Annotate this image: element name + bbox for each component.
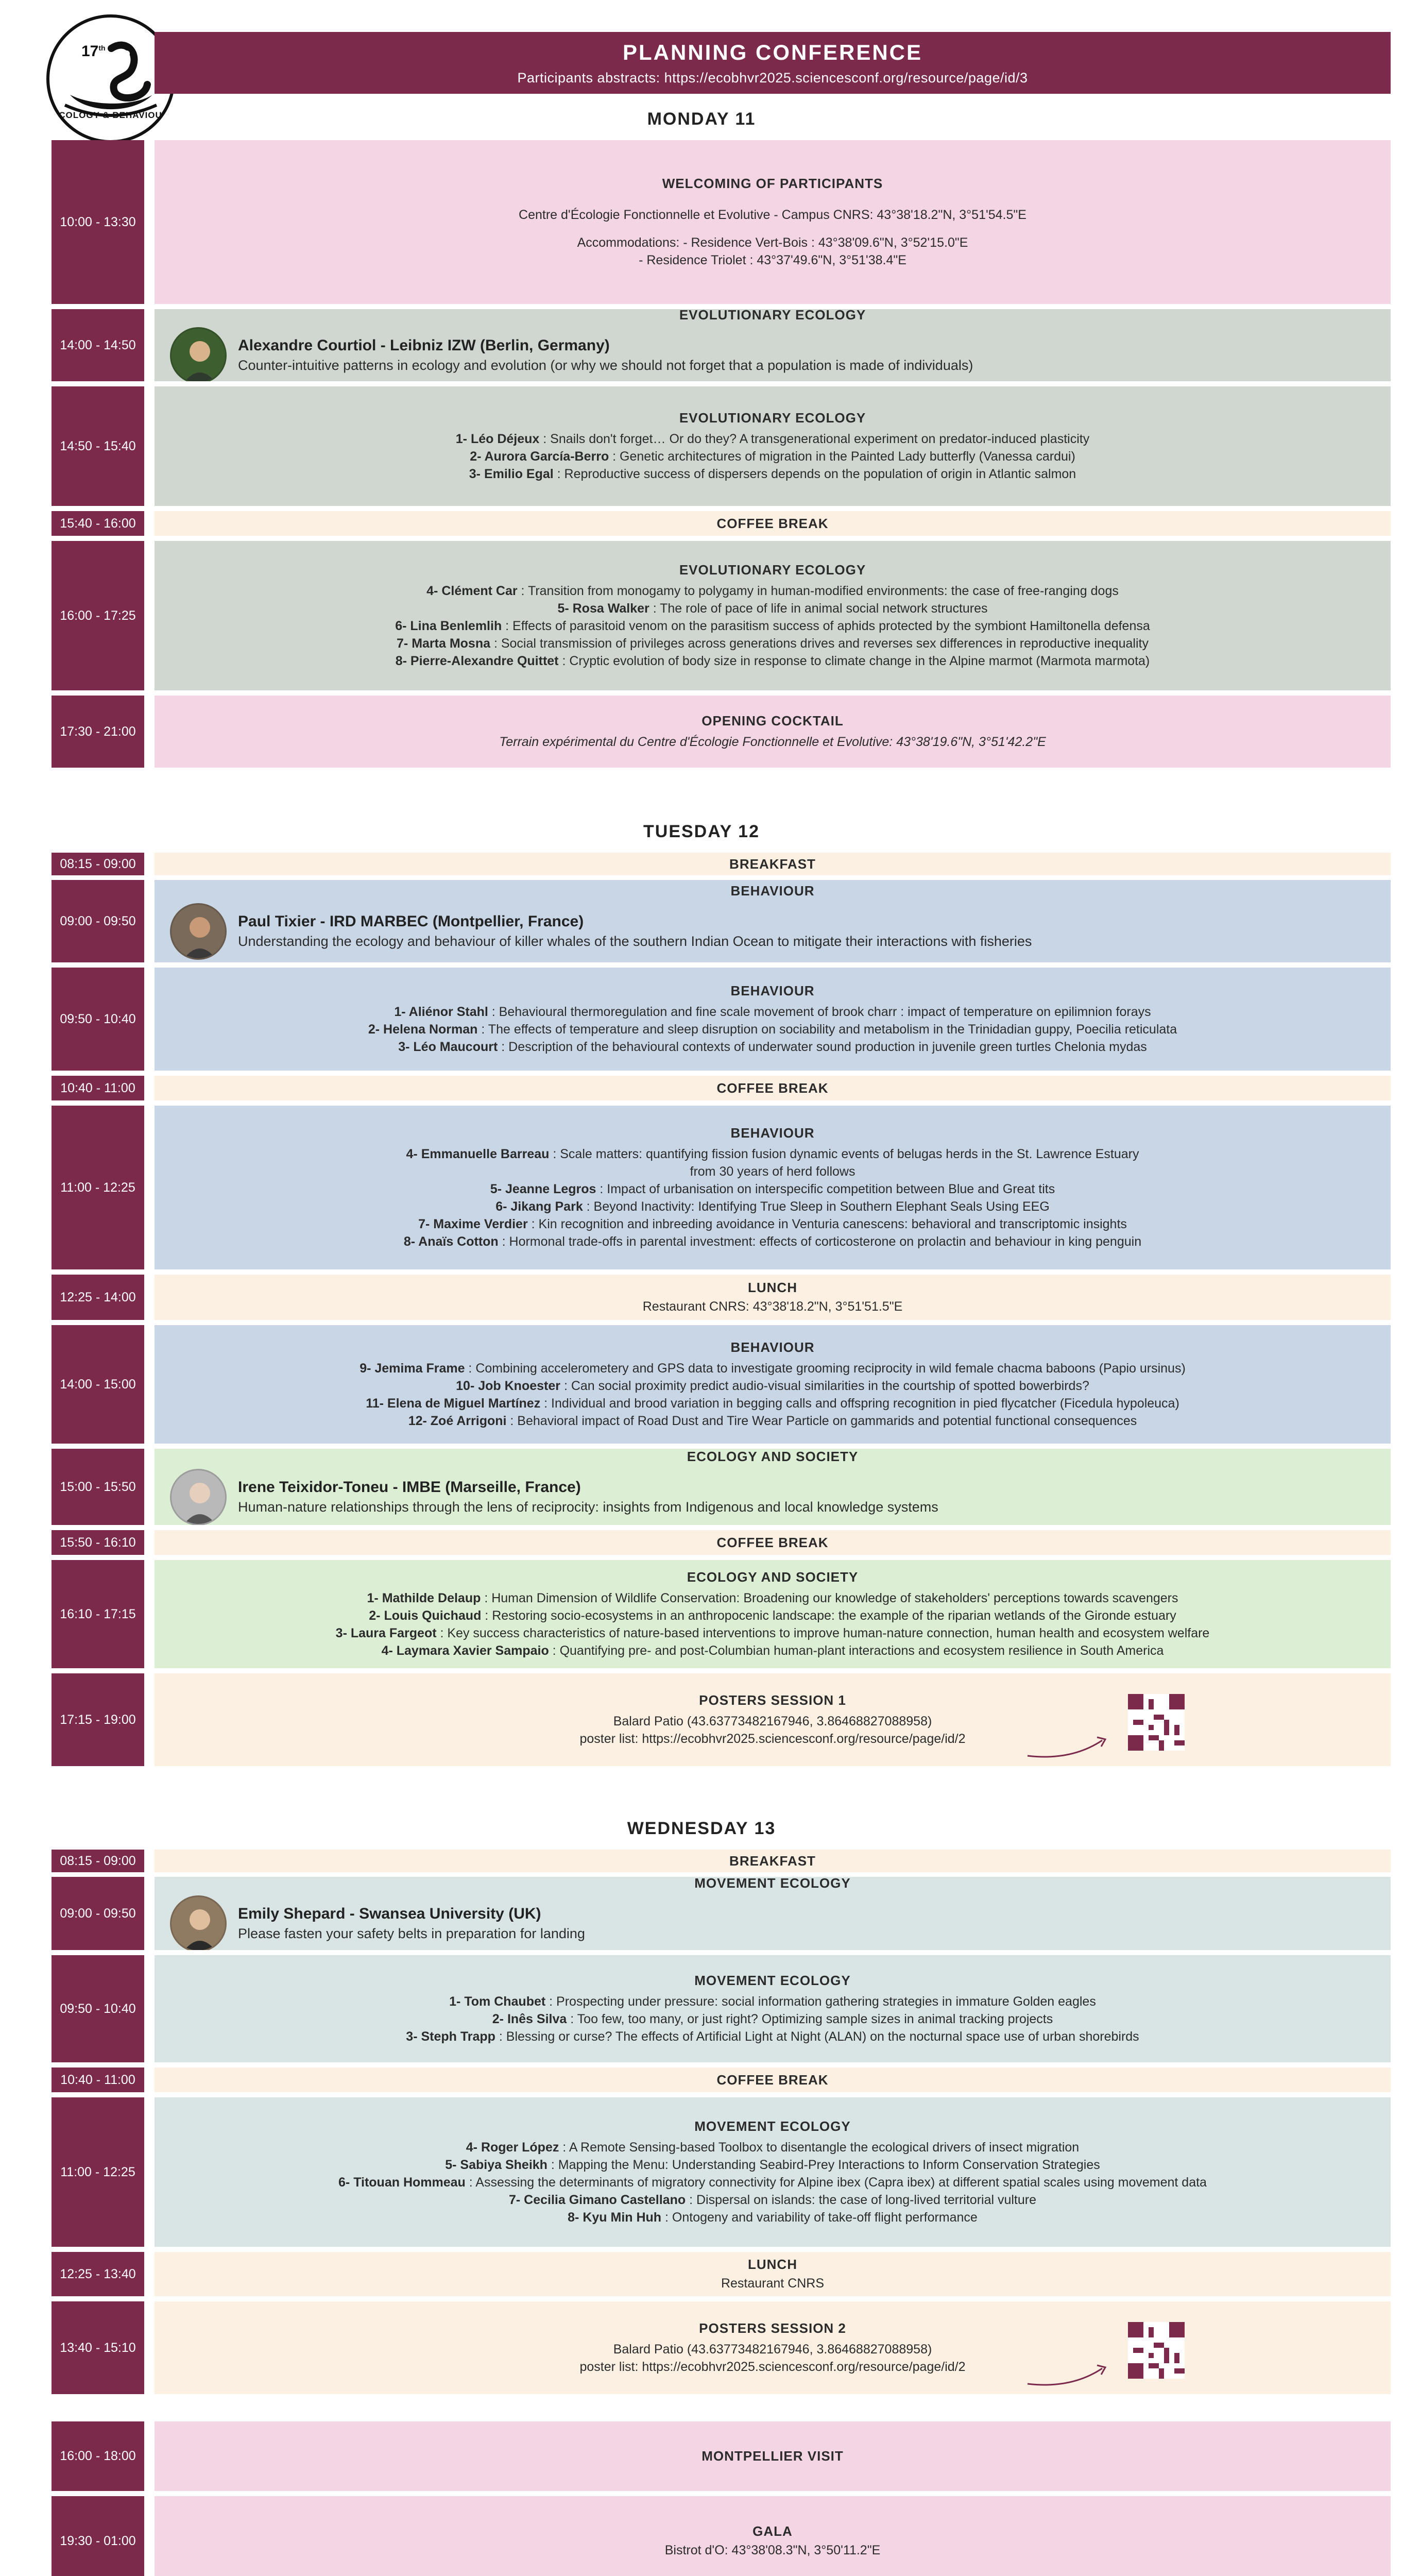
session-title: WELCOMING OF PARTICIPANTS [662, 175, 883, 191]
session-talks: MOVEMENT ECOLOGY 1- Tom Chaubet : Prospecting under pressure: social information gathering strategies in immature Golden eagles 2- Inês Silva : Too few, too many, or just right? Optimizing sample sizes in animal tracking projects 3- Steph Trapp : Blessing or curse? The effects of Artificial Light at Night (ALAN) on the nocturnal space use of urban shorebirds [155, 1955, 1391, 2062]
location-text: Balard Patio (43.63773482167946, 3.86468827088958) [613, 1714, 932, 1728]
schedule-row [52, 1850, 1391, 1872]
session-talks: ECOLOGY AND SOCIETY 1- Mathilde Delaup : Human Dimension of Wildlife Conservation: Broadening our knowledge of stakeholders' perceptions towards scavengers 2- Louis Quichaud : Restoring socio-ecosystems in an anthropocenic landscape: the example of the riparian wetlands of the Gironde estuary 3- Laura Fargeot : Key success characteristics of nature-based interventions to improve human-nature connection, human health and ecosystem welfare 4- Laymara Xavier Sampaio : Quantifying pre- and post-Columbian human-plant interactions and ecosystem resilience in South America [155, 1560, 1391, 1668]
schedule-row [52, 1673, 1391, 1766]
session-title: BEHAVIOUR [730, 982, 815, 998]
talk-title: Counter-intuitive patterns in ecology and evolution (or why we should not forget that a population is made of individuals) [238, 358, 973, 373]
time-slot: 16:00 - 18:00 [52, 2421, 144, 2491]
session-title: GALA [752, 2523, 793, 2539]
session-talks: EVOLUTIONARY ECOLOGY 4- Clément Car : Transition from monogamy to polygamy in human-modified environments: the case of free-ranging dogs 5- Rosa Walker : The role of pace of life in animal social network structures 6- Lina Benlemlih : Effects of parasitoid venom on the parasitism success of aphids protected by the symbiont Hamiltonella defensa 7- Marta Mosna : Social transmission of privileges across generations drives and reverses sex differences in reproductive inequality 8- Pierre-Alexandre Quittet : Cryptic evolution of body size in response to climate change in the Alpine marmot (Marmota marmota) [155, 541, 1391, 690]
logo-number: 17th [81, 43, 106, 60]
schedule-row [52, 2496, 1391, 2576]
qr-code-icon[interactable] [1128, 2322, 1185, 2379]
schedule-row [52, 1106, 1391, 1269]
time-slot: 09:00 - 09:50 [52, 1877, 144, 1950]
time-slot: 10:40 - 11:00 [52, 1076, 144, 1100]
time-slot: 09:00 - 09:50 [52, 880, 144, 962]
schedule-row [52, 2097, 1391, 2247]
time-slot: 17:30 - 21:00 [52, 696, 144, 768]
time-slot: 10:00 - 13:30 [52, 140, 144, 304]
speaker-name: Alexandre Courtiol - Leibniz IZW (Berlin, Germany) [238, 337, 610, 354]
speaker-name: Emily Shepard - Swansea University (UK) [238, 1905, 541, 1922]
coffee-break: COFFEE BREAK [716, 1080, 829, 1096]
speaker-avatar [170, 1895, 227, 1951]
coffee-break: COFFEE BREAK [716, 2072, 829, 2088]
keynote-courtiol [155, 309, 1391, 381]
time-slot: 16:00 - 17:25 [52, 541, 144, 690]
session-title: OPENING COCKTAIL [701, 713, 844, 728]
accommodation-text: - Residence Triolet : 43°37'49.6"N, 3°51'38.4"E [639, 252, 906, 267]
coffee-break: COFFEE BREAK [716, 515, 829, 531]
page-title: PLANNING CONFERENCE [622, 40, 923, 64]
time-slot: 15:00 - 15:50 [52, 1449, 144, 1525]
session-title: BEHAVIOUR [730, 1339, 815, 1355]
schedule-row [52, 1877, 1391, 1950]
location-text: Centre d'Écologie Fonctionnelle et Evolutive - Campus CNRS: 43°38'18.2"N, 3°51'54.5"E [519, 207, 1026, 222]
time-slot: 09:50 - 10:40 [52, 1955, 144, 2062]
qr-code-icon[interactable] [1128, 1694, 1185, 1751]
time-slot: 13:40 - 15:10 [52, 2301, 144, 2394]
time-slot: 08:15 - 09:00 [52, 853, 144, 875]
arrow-icon [1025, 1730, 1113, 1761]
keynote-shepard [155, 1877, 1391, 1950]
location-text: Terrain expérimental du Centre d'Écologie Fonctionnelle et Evolutive: 43°38'19.6"N, 3°51'42.2"E [499, 734, 1046, 749]
schedule-row [52, 1955, 1391, 2062]
breakfast: BREAKFAST [729, 1853, 816, 1869]
abstracts-link[interactable]: Participants abstracts: https://ecobhvr2025.sciencesconf.org/resource/page/id/3 [517, 70, 1028, 86]
time-slot: 11:00 - 12:25 [52, 2097, 144, 2247]
time-slot: 11:00 - 12:25 [52, 1106, 144, 1269]
breakfast: BREAKFAST [729, 856, 816, 872]
time-slot: 16:10 - 17:15 [52, 1560, 144, 1668]
speaker-avatar [170, 1469, 227, 1526]
montpellier-visit: MONTPELLIER VISIT [701, 2448, 844, 2464]
day-heading-monday: MONDAY 11 [647, 109, 756, 129]
poster-list-link[interactable]: poster list: https://ecobhvr2025.sciencesconf.org/resource/page/id/2 [579, 2359, 966, 2374]
talk-title: Understanding the ecology and behaviour of killer whales of the southern Indian Ocean to mitigate their interactions with fisheries [238, 934, 1032, 949]
day-heading-wednesday: WEDNESDAY 13 [627, 1819, 776, 1838]
schedule-row [52, 386, 1391, 506]
session-cocktail [155, 696, 1391, 768]
session-title: MOVEMENT ECOLOGY [694, 2118, 851, 2134]
time-slot: 12:25 - 14:00 [52, 1275, 144, 1320]
speaker-name: Irene Teixidor-Toneu - IMBE (Marseille, France) [238, 1479, 581, 1496]
schedule-row [52, 2252, 1391, 2296]
time-slot: 15:40 - 16:00 [52, 511, 144, 536]
session-title: LUNCH [748, 1279, 797, 1295]
schedule-row [52, 541, 1391, 690]
time-slot: 17:15 - 19:00 [52, 1673, 144, 1766]
location-text: Restaurant CNRS [721, 2276, 825, 2291]
time-slot: 15:50 - 16:10 [52, 1530, 144, 1555]
schedule-row [52, 1449, 1391, 1525]
poster-list-link[interactable]: poster list: https://ecobhvr2025.sciencesconf.org/resource/page/id/2 [579, 1731, 966, 1746]
schedule-row [52, 696, 1391, 768]
session-title: POSTERS SESSION 1 [699, 1692, 846, 1708]
schedule-row [52, 309, 1391, 381]
time-slot: 09:50 - 10:40 [52, 968, 144, 1071]
keynote-block [170, 327, 1375, 382]
schedule-row [52, 2301, 1391, 2394]
schedule-row [52, 853, 1391, 875]
session-talks: BEHAVIOUR 9- Jemima Frame : Combining accelerometery and GPS data to investigate grooming reciprocity in wild female chacma baboons (Papio ursinus) 10- Job Knoester : Can social proximity predict audio-visual similarities in the courtship of spotted bowerbirds? 11- Elena de Miguel Martínez : Individual and brood variation in begging calls and offspring recognition in pied flycatcher (Ficedula hypoleuca) 12- Zoé Arrigoni : Behavioral impact of Road Dust and Tire Wear Particle on gammarids and potential functional consequences [155, 1325, 1391, 1444]
session-talks: MOVEMENT ECOLOGY 4- Roger López : A Remote Sensing-based Toolbox to disentangle the ecological drivers of insect migration 5- Sabiya Sheikh : Mapping the Menu: Understanding Seabird-Prey Interactions to Inform Conservation Strategies 6- Titouan Hommeau : Assessing the determinants of migratory connectivity for Alpine ibex (Capra ibex) at different spatial scales using movement data 7- Cecilia Gimano Castellano : Dispersal on islands: the case of long-lived territorial vulture 8- Kyu Min Huh : Ontogeny and variability of take-off flight performance [155, 2097, 1391, 2247]
session-lunch [155, 2252, 1391, 2296]
time-slot: 08:15 - 09:00 [52, 1850, 144, 1872]
schedule-row [52, 1076, 1391, 1100]
time-slot: 10:40 - 11:00 [52, 2067, 144, 2092]
session-title: BEHAVIOUR [730, 883, 815, 899]
poster-session-1 [155, 1673, 1391, 1766]
talk-title: Human-nature relationships through the lens of reciprocity: insights from Indigenous and local knowledge systems [238, 1499, 938, 1515]
accommodation-text: Accommodations: - Residence Vert-Bois : 43°38'09.6"N, 3°52'15.0"E [577, 235, 968, 250]
speaker-avatar [170, 327, 227, 382]
location-text: Bistrot d'O: 43°38'08.3"N, 3°50'11.2"E [664, 2543, 881, 2557]
time-slot: 14:00 - 14:50 [52, 309, 144, 381]
schedule-row [52, 1325, 1391, 1444]
schedule-row [52, 2067, 1391, 2092]
location-text: Balard Patio (43.63773482167946, 3.86468827088958) [613, 2342, 932, 2357]
time-slot: 14:50 - 15:40 [52, 386, 144, 506]
session-title: POSTERS SESSION 2 [699, 2320, 846, 2336]
session-gala [155, 2496, 1391, 2576]
time-slot: 19:30 - 01:00 [52, 2496, 144, 2576]
logo-text: ECOLOGY & BEHAVIOUR [52, 110, 169, 120]
session-title: LUNCH [748, 2256, 797, 2272]
time-slot: 14:00 - 15:00 [52, 1325, 144, 1444]
session-title: ECOLOGY AND SOCIETY [687, 1449, 859, 1464]
arrow-icon [1025, 2358, 1113, 2389]
session-talks: BEHAVIOUR 4- Emmanuelle Barreau : Scale matters: quantifying fission fusion dynamic events of belugas herds in the St. Lawrence Estuary from 30 years of herd follows 5- Jeanne Legros : Impact of urbanisation on interspecific competition between Blue and Great tits 6- Jikang Park : Beyond Inactivity: Identifying True Sleep in Southern Elephant Seals Using EEG 7- Maxime Verdier : Kin recognition and inbreeding avoidance in Venturia canescens: behavioral and transcriptomic insights 8- Anaïs Cotton : Hormonal trade-offs in parental investment: effects of corticosterone on prolactin and behaviour in king penguin [155, 1106, 1391, 1269]
session-title: EVOLUTIONARY ECOLOGY [679, 309, 866, 323]
session-lunch [155, 1275, 1391, 1320]
schedule-row [52, 1275, 1391, 1320]
schedule-row [52, 140, 1391, 304]
speaker-avatar [170, 903, 227, 960]
session-title: MOVEMENT ECOLOGY [694, 1877, 851, 1891]
keynote-tixier [155, 880, 1391, 962]
speaker-name: Paul Tixier - IRD MARBEC (Montpellier, France) [238, 913, 584, 930]
schedule-row [52, 880, 1391, 962]
header-banner [155, 32, 1391, 94]
session-welcome [155, 140, 1391, 304]
schedule-row [52, 2421, 1391, 2491]
session-talks: EVOLUTIONARY ECOLOGY 1- Léo Déjeux : Snails don't forget… Or do they? A transgenerational experiment on predator-induced plasticity 2- Aurora García-Berro : Genetic architectures of migration in the Painted Lady butterfly (Vanessa cardui) 3- Emilio Egal : Reproductive success of dispersers depends on the population of origin in Atlantic salmon [155, 386, 1391, 506]
session-title: EVOLUTIONARY ECOLOGY [679, 562, 866, 578]
coffee-break: COFFEE BREAK [716, 1534, 829, 1550]
poster-session-2 [155, 2301, 1391, 2394]
session-title: MOVEMENT ECOLOGY [694, 1972, 851, 1988]
session-title: BEHAVIOUR [730, 1125, 815, 1141]
schedule-row [52, 968, 1391, 1071]
schedule-row [52, 1530, 1391, 1555]
session-talks: BEHAVIOUR 1- Aliénor Stahl : Behavioural thermoregulation and fine scale movement of brook charr : impact of temperature on epilimnion forays 2- Helena Norman : The effects of temperature and sleep disruption on sociability and metabolism in the Trinidadian guppy, Poecilia reticulata 3- Léo Maucourt : Description of the behavioural contexts of underwater sound production in juvenile green turtles Chelonia mydas [155, 968, 1391, 1071]
session-title: EVOLUTIONARY ECOLOGY [679, 410, 866, 426]
time-slot: 12:25 - 13:40 [52, 2252, 144, 2296]
talk-title: Please fasten your safety belts in preparation for landing [238, 1926, 585, 1941]
location-text: Restaurant CNRS: 43°38'18.2"N, 3°51'51.5"E [642, 1299, 903, 1314]
day-heading-tuesday: TUESDAY 12 [643, 822, 760, 841]
session-title: ECOLOGY AND SOCIETY [687, 1569, 859, 1585]
schedule-row [52, 1560, 1391, 1668]
schedule-row [52, 511, 1391, 536]
keynote-teixidor [155, 1449, 1391, 1525]
